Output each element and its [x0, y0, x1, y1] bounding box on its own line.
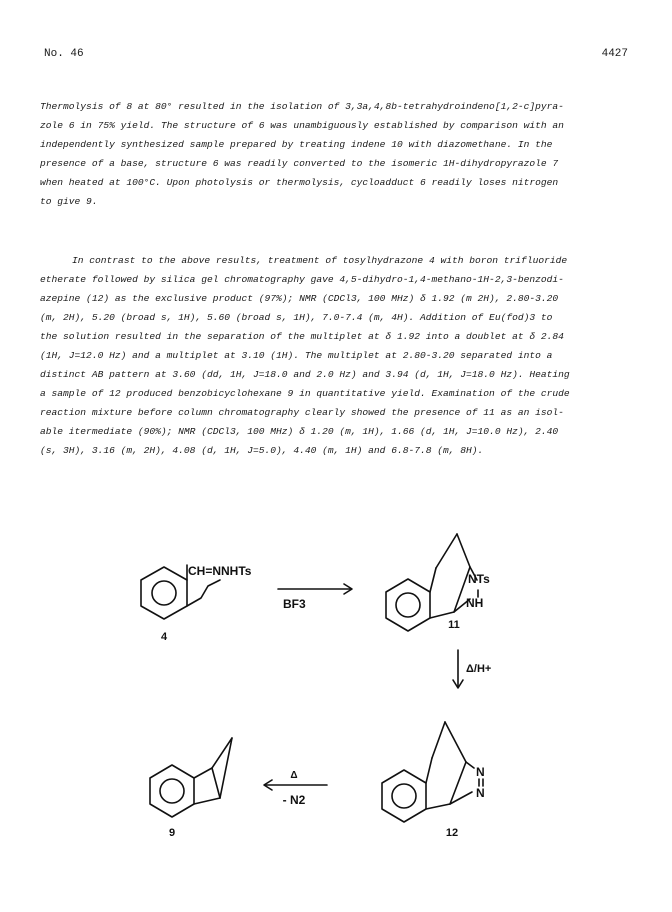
compound-12-structure — [382, 722, 483, 822]
paragraph-line: In contrast to the above results, treatment of tosylhydrazone 4 with boron trifluoride — [72, 255, 568, 266]
paragraph-line: independently synthesized sample prepared by treating indene 10 with diazomethane. In the — [40, 139, 553, 150]
paragraph-line: etherate followed by silica gel chromatography gave 4,5-dihydro-1,4-methano-1H-2,3-benzodi- — [40, 274, 564, 285]
paragraph-line: (s, 3H), 3.16 (m, 2H), 4.08 (d, 1H, J=5.0), 4.40 (m, 1H) and 6.8-7.8 (m, 8H). — [40, 445, 484, 456]
compound-4-label: 4 — [160, 631, 168, 643]
paragraph-line: when heated at 100°C. Upon photolysis or thermolysis, cycloadduct 6 readily loses nitrogen — [40, 177, 559, 188]
paragraph-line: presence of a base, structure 6 was readily converted to the isomeric 1H-dihydropyrazole 7 — [40, 158, 559, 169]
compound-12-n-top: N — [476, 765, 485, 779]
paragraph-line: a sample of 12 produced benzobicyclohexane 9 in quantitative yield. Examination of the crude — [40, 388, 570, 399]
compound-9-structure — [150, 738, 232, 817]
paragraph-line: azepine (12) as the exclusive product (97%); NMR (CDCl3, 100 MHz) δ 1.92 (m 2H), 2.80-3.20 — [40, 293, 559, 304]
paragraph-line: able itermediate (90%); NMR (CDCl3, 100 MHz) δ 1.20 (m, 1H), 1.66 (d, 1H, J=10.0 Hz), 2.40 — [40, 426, 559, 437]
reagent-heat-label: Δ — [290, 770, 298, 781]
compound-11-label: 11 — [448, 619, 460, 631]
paragraph-line: Thermolysis of 8 at 80° resulted in the isolation of 3,3a,4,8b-tetrahydroindeno[1,2-c]pyra- — [40, 101, 564, 112]
page-number: 4427 — [601, 48, 628, 60]
compound-11-nh-label: NH — [466, 596, 484, 610]
paragraph-line: to give 9. — [40, 196, 98, 207]
paragraph-line: zole 6 in 75% yield. The structure of 6 was unambiguously established by comparison with an — [40, 120, 564, 131]
compound-11-structure — [386, 534, 478, 631]
page-header-left: No. 46 — [44, 48, 84, 60]
paragraph-line: (1H, J=12.0 Hz) and a multiplet at 3.10 (1H). The multiplet at 2.80-3.20 separated into a — [40, 350, 553, 361]
reagent-heat-acid-label: Δ/H+ — [466, 663, 492, 675]
compound-9-label: 9 — [168, 827, 176, 839]
paragraph-line: reaction mixture before column chromatography clearly showed the presence of 11 as an isol- — [40, 407, 564, 418]
compound-4-group-label: CH=NNHTs — [188, 564, 252, 578]
compound-12-label: 12 — [445, 827, 459, 839]
paragraph-line: distinct AB pattern at 3.60 (dd, 1H, J=18.0 and 2.0 Hz) and 3.94 (d, 1H, J=18.0 Hz). Heating — [40, 369, 570, 380]
compound-11-nts-label: NTs — [468, 572, 490, 586]
paragraph-line: the solution resulted in the separation of the multiplet at δ 1.92 into a doublet at δ 2.84 — [40, 331, 564, 342]
reagent-loss-n2-label: - N2 — [282, 793, 306, 807]
reagent-bf3-label: BF3 — [283, 597, 306, 611]
compound-12-n-bottom: N — [476, 786, 485, 800]
paragraph-line: (m, 2H), 5.20 (broad s, 1H), 5.60 (broad s, 1H), 7.0-7.4 (m, 4H). Addition of Eu(fod)3 to — [40, 312, 553, 323]
